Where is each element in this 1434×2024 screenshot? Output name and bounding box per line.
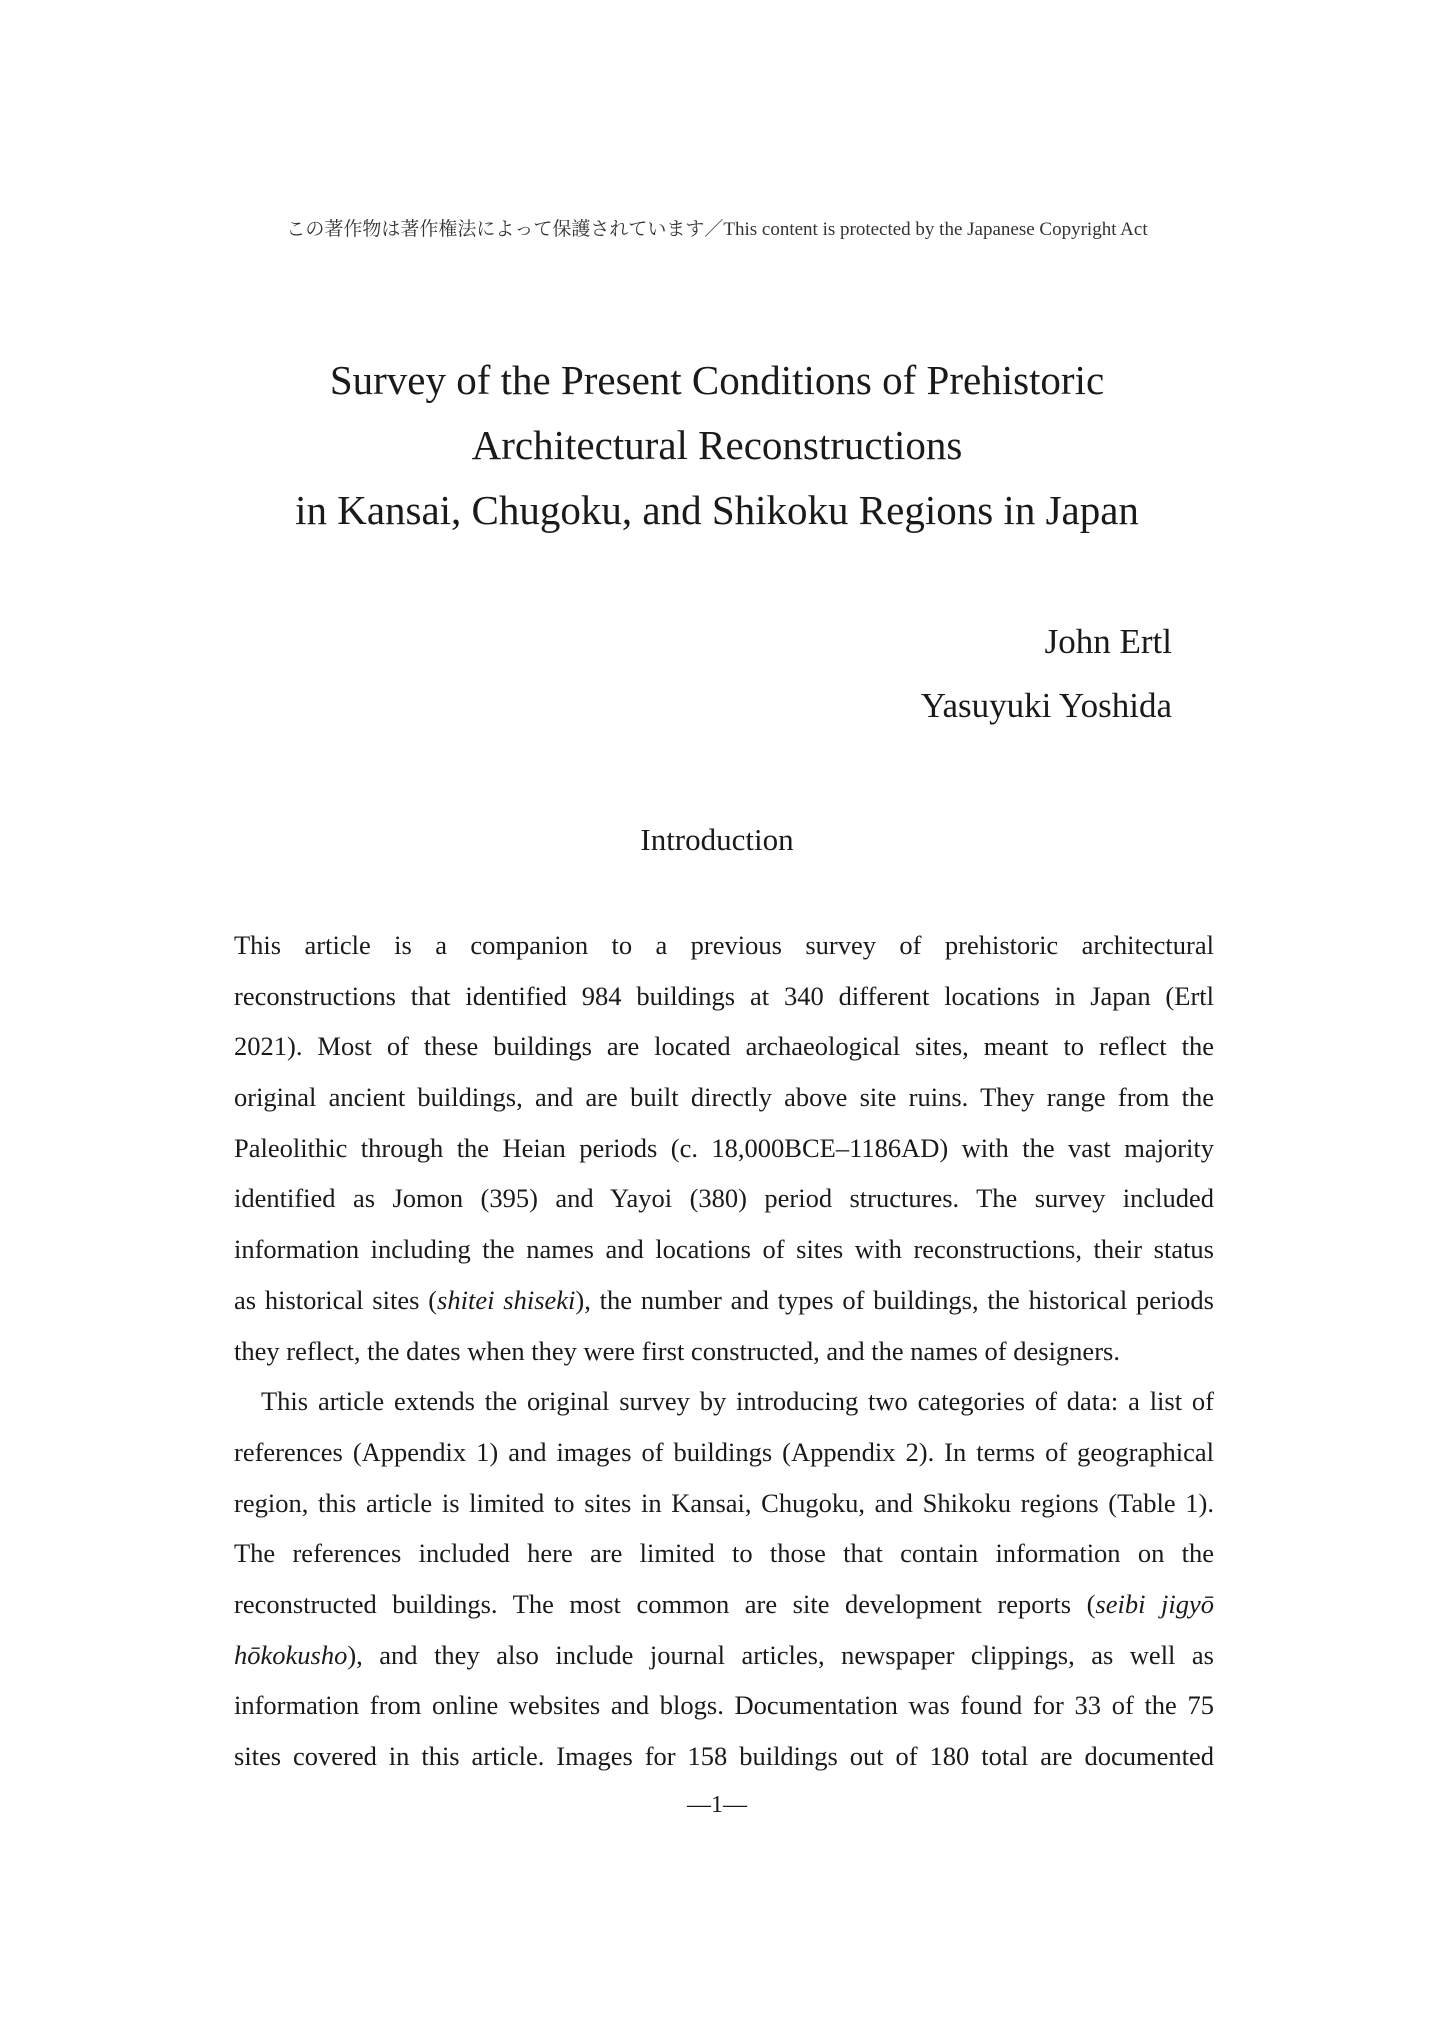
text-line [234, 1680, 1214, 1731]
text-line [234, 1528, 1214, 1579]
text-segment: This article is a companion to a previous survey of prehistoric architectural [234, 930, 1214, 960]
text-segment: ), and they also include journal articles, newspaper clippings, as well as [347, 1639, 1214, 1670]
italic-term: shitei shiseki [437, 1284, 576, 1315]
text-line [234, 920, 1214, 971]
authors [921, 610, 1172, 738]
text-segment: information including the names and locations of sites with reconstructions, their status [234, 1234, 1214, 1265]
text-line [234, 1326, 1214, 1377]
author: Yasuyuki Yoshida [920, 686, 1172, 725]
text-segment: original ancient buildings, and are built directly above site ruins. They range from the [234, 1082, 1214, 1113]
text-line [234, 1275, 1214, 1326]
title-line: in Kansai, Chugoku, and Shikoku Regions in Japan [295, 487, 1139, 533]
body-text [234, 920, 1214, 1782]
text-segment: references (Appendix 1) and images of buildings (Appendix 2). In terms of geographical [234, 1436, 1214, 1467]
text-segment: they reflect, the dates when they were first constructed, and the names of designers. [234, 1335, 1120, 1366]
author: John Ertl [1044, 622, 1172, 661]
text-line [234, 1376, 1214, 1427]
text-line [234, 1072, 1214, 1123]
section-heading: Introduction [640, 822, 794, 857]
text-line [234, 971, 1214, 1022]
italic-term: seibi jigyō [1095, 1588, 1214, 1619]
text-line [234, 1630, 1214, 1681]
title-line: Survey of the Present Conditions of Prehistoric [329, 357, 1105, 403]
text-segment: sites covered in this article. Images for 158 buildings out of 180 total are documented [234, 1741, 1214, 1771]
text-line [234, 1224, 1214, 1275]
text-segment: identified as Jomon (395) and Yayoi (380) period structures. The survey included [234, 1183, 1214, 1214]
text-segment: region, this article is limited to sites in Kansai, Chugoku, and Shikoku regions (Table 1). [234, 1487, 1214, 1518]
text-line [234, 1123, 1214, 1174]
text-segment: The references included here are limited to those that contain information on the [234, 1538, 1214, 1569]
text-segment: Paleolithic through the Heian periods (c. 18,000BCE–1186AD) with the vast majority [234, 1132, 1214, 1163]
text-segment: ), the number and types of buildings, the historical periods [575, 1284, 1214, 1315]
text-line [234, 1478, 1214, 1529]
text-line [234, 1021, 1214, 1072]
text-line [234, 1427, 1214, 1478]
text-segment: as historical sites ( [234, 1284, 438, 1315]
title-line: Architectural Reconstructions [471, 422, 963, 468]
text-segment: 2021). Most of these buildings are located archaeological sites, meant to reflect the [234, 1031, 1214, 1062]
copyright-notice: この著作物は著作権法によって保護されています／This content is protected by the Japanese Copyright Act [286, 219, 1148, 240]
italic-term: hōkokusho [234, 1639, 348, 1670]
text-line [234, 1173, 1214, 1224]
text-line [234, 1731, 1214, 1782]
text-segment: This article extends the original survey by introducing two categories of data: a list of [261, 1386, 1214, 1417]
text-segment: information from online websites and blogs. Documentation was found for 33 of the 75 [234, 1690, 1214, 1721]
text-line [234, 1579, 1214, 1630]
text-segment: reconstructions that identified 984 buildings at 340 different locations in Japan (Ertl [234, 980, 1214, 1011]
paper-title [0, 348, 1434, 543]
page-number: —1— [687, 1792, 747, 1818]
text-segment: reconstructed buildings. The most common are site development reports ( [234, 1588, 1096, 1619]
